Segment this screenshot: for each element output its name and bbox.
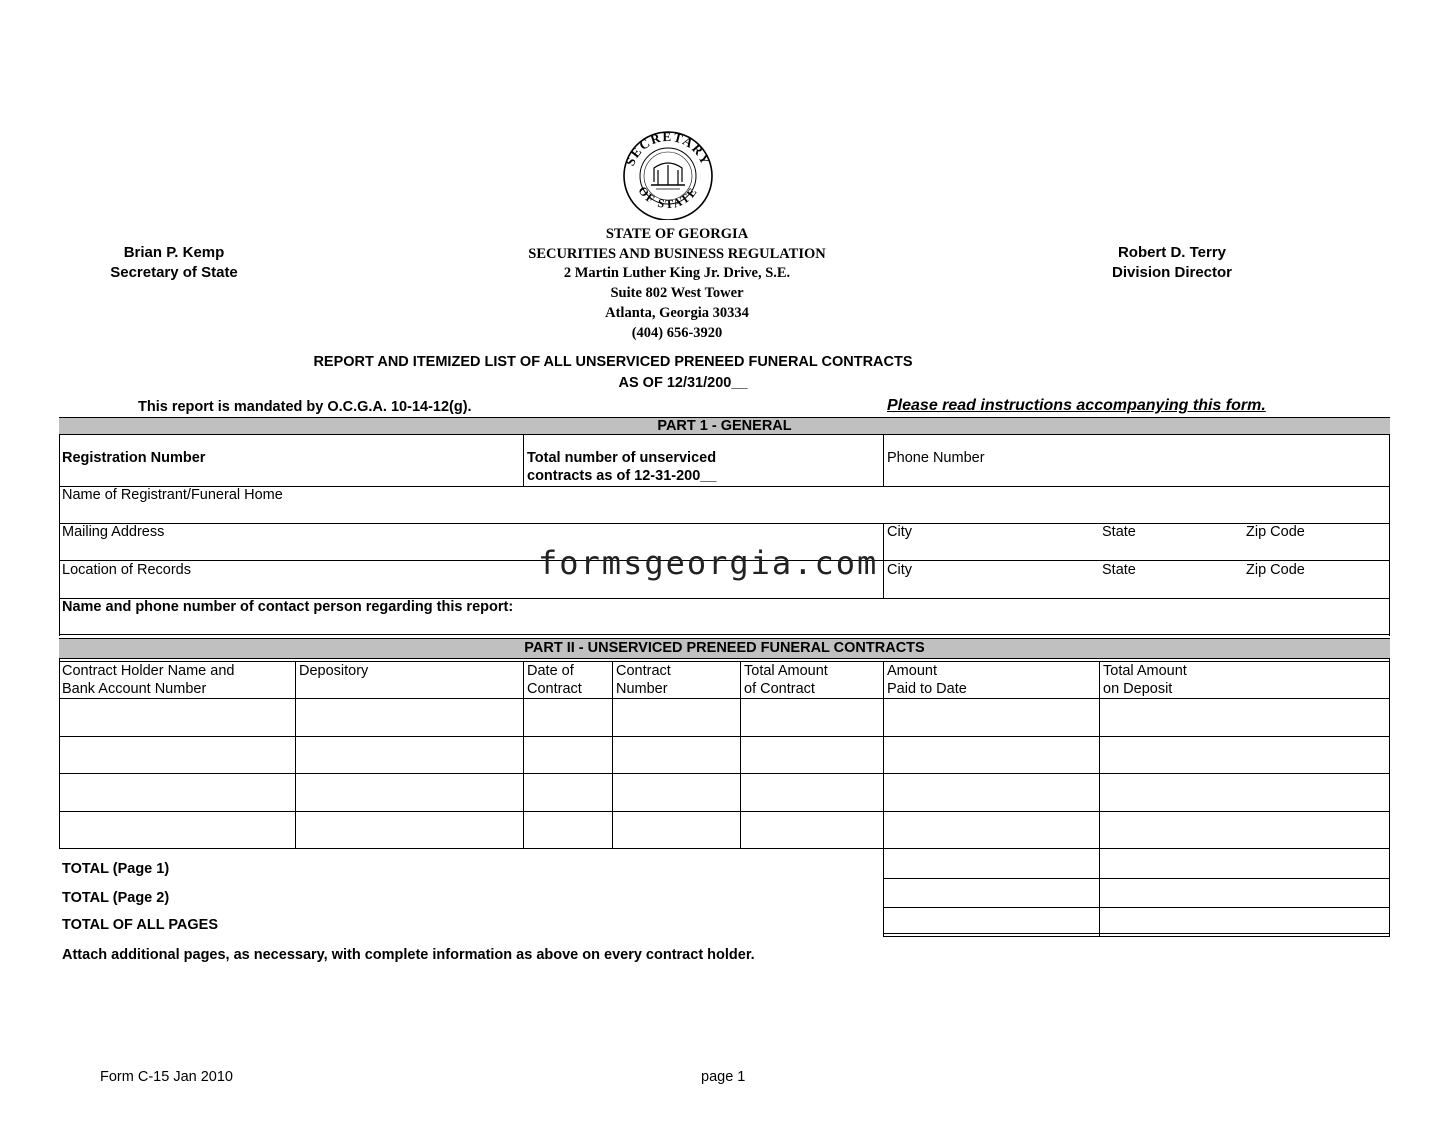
- director-name: Robert D. Terry: [1117, 244, 1227, 261]
- registrant-name-field[interactable]: [300, 489, 1385, 521]
- records-city-field[interactable]: [887, 579, 1097, 597]
- records-state-label: State: [1102, 562, 1136, 578]
- table-row[interactable]: [60, 737, 1389, 772]
- table-row[interactable]: [60, 699, 1389, 735]
- part1-heading: PART 1 - GENERAL: [59, 417, 1390, 435]
- records-zip-field[interactable]: [1246, 579, 1386, 597]
- col-total-on-deposit: Total Amount on Deposit: [1103, 663, 1187, 697]
- total-contracts-label-2: contracts as of 12-31-200__: [527, 468, 717, 484]
- agency-address-block: [477, 225, 877, 343]
- mailing-zip-label: Zip Code: [1246, 524, 1305, 540]
- svg-text:SECRETARY: SECRETARY: [622, 130, 714, 168]
- report-title: REPORT AND ITEMIZED LIST OF ALL UNSERVICED PRENEED FUNERAL CONTRACTS: [313, 354, 913, 370]
- mailing-address-label: Mailing Address: [62, 524, 165, 540]
- svg-text:OF STATE: OF STATE: [635, 183, 701, 212]
- secretary-name: Brian P. Kemp: [123, 244, 225, 261]
- agency-state: STATE OF GEORGIA: [605, 226, 749, 242]
- total-page2-label: TOTAL (Page 2): [62, 890, 170, 906]
- contact-person-field[interactable]: [540, 601, 1385, 631]
- secretary-title: Secretary of State: [110, 264, 238, 281]
- total-page1-label: TOTAL (Page 1): [62, 861, 170, 877]
- mailing-state-field[interactable]: [1102, 541, 1242, 559]
- col-holder-name: Contract Holder Name and Bank Account Number: [62, 663, 235, 697]
- instructions-note: Please read instructions accompanying this form.: [887, 397, 1266, 414]
- total-page2-deposit-field[interactable]: [1101, 880, 1388, 906]
- col-total-amount-contract: Total Amount of Contract: [744, 663, 828, 697]
- attach-pages-note: Attach additional pages, as necessary, with complete information as above on every contract holder.: [62, 947, 755, 963]
- table-row[interactable]: [60, 812, 1389, 847]
- agency-suite: Suite 802 West Tower: [610, 285, 744, 302]
- total-all-pages-label: TOTAL OF ALL PAGES: [62, 917, 219, 933]
- registration-number-field[interactable]: [220, 440, 520, 482]
- phone-number-field[interactable]: [1000, 440, 1385, 482]
- records-state-field[interactable]: [1102, 579, 1242, 597]
- col-contract-number: Contract Number: [616, 663, 671, 697]
- total-page1-deposit-field[interactable]: [1101, 850, 1388, 877]
- agency-division: SECURITIES AND BUSINESS REGULATION: [528, 245, 826, 262]
- report-as-of: AS OF 12/31/200__: [618, 375, 748, 391]
- mailing-zip-field[interactable]: [1246, 541, 1386, 559]
- mandate-note: This report is mandated by O.C.G.A. 10-14-12(g).: [138, 399, 472, 415]
- agency-city: Atlanta, Georgia 30334: [605, 304, 749, 321]
- form-id: Form C-15 Jan 2010: [100, 1069, 233, 1085]
- mailing-state-label: State: [1102, 524, 1136, 540]
- watermark: formsgeorgia.com: [538, 544, 879, 582]
- total-all-deposit-field[interactable]: [1101, 909, 1388, 932]
- total-contracts-field[interactable]: [730, 440, 880, 482]
- location-records-label: Location of Records: [62, 562, 191, 578]
- mailing-city-field[interactable]: [887, 541, 1097, 559]
- part2-heading: PART II - UNSERVICED PRENEED FUNERAL CONTRACTS: [59, 638, 1390, 659]
- col-depository: Depository: [299, 663, 369, 679]
- page-number: page 1: [701, 1069, 746, 1085]
- agency-phone: (404) 656-3920: [631, 324, 723, 341]
- secretary-of-state-seal: [618, 130, 718, 220]
- total-all-paid-field[interactable]: [885, 909, 1097, 932]
- agency-street: 2 Martin Luther King Jr. Drive, S.E.: [563, 265, 791, 282]
- col-date-of-contract: Date of Contract: [527, 663, 582, 697]
- total-page2-paid-field[interactable]: [885, 880, 1097, 906]
- total-contracts-label-1: Total number of unserviced: [527, 450, 717, 466]
- contact-person-label: Name and phone number of contact person regarding this report:: [62, 599, 514, 615]
- registration-number-label: Registration Number: [62, 450, 206, 466]
- total-page1-paid-field[interactable]: [885, 850, 1097, 877]
- records-city-label: City: [887, 562, 912, 578]
- director-title: Division Director: [1111, 264, 1233, 281]
- mailing-city-label: City: [887, 524, 912, 540]
- registrant-name-label: Name of Registrant/Funeral Home: [62, 487, 283, 503]
- records-zip-label: Zip Code: [1246, 562, 1305, 578]
- phone-number-label: Phone Number: [887, 450, 985, 466]
- table-row[interactable]: [60, 774, 1389, 810]
- col-amount-paid: Amount Paid to Date: [887, 663, 967, 697]
